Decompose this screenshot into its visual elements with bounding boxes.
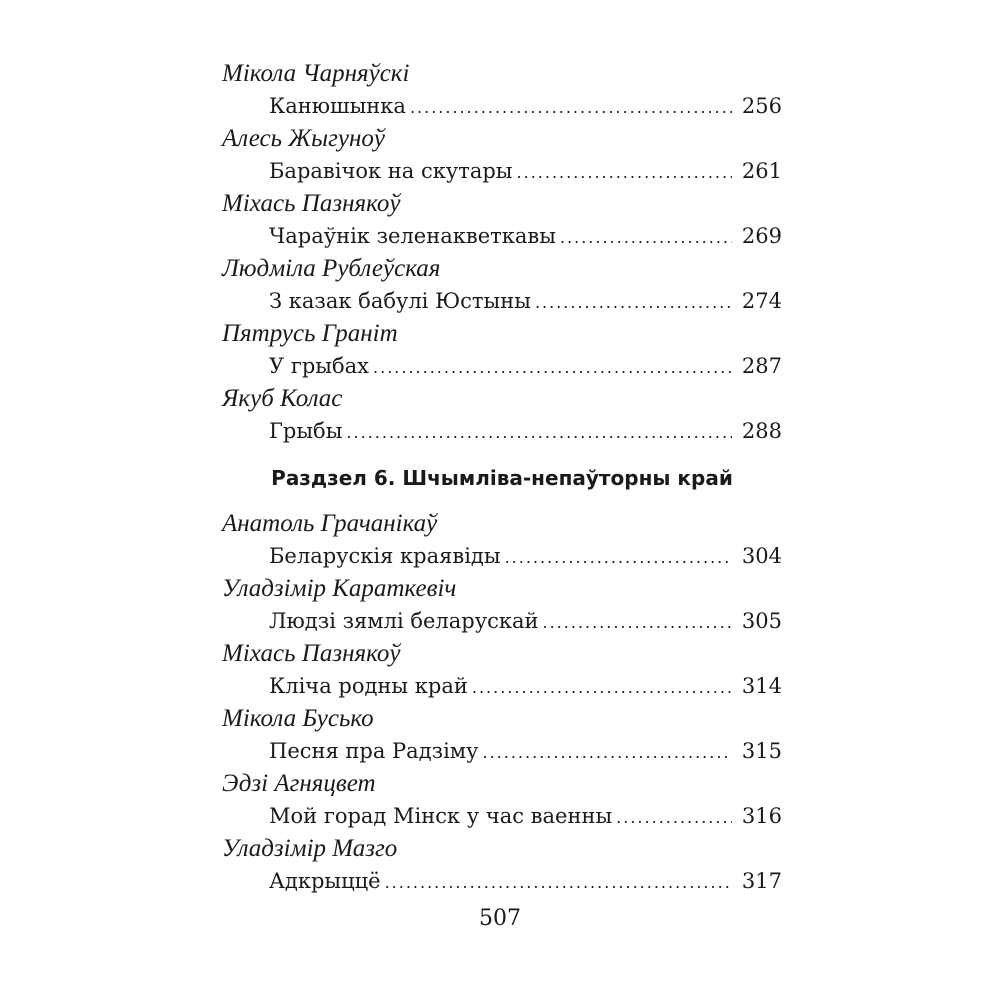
dot-leader (616, 801, 732, 834)
dot-leader (535, 286, 732, 319)
entry-title: З казак бабулі Юстыны (269, 289, 531, 313)
entry-page-number: 287 (741, 354, 782, 378)
entry-author: Уладзімір Караткевіч (222, 575, 457, 602)
entry-title: Чараўнік зеленакветкавы (269, 224, 556, 248)
entry-title: Кліча родны край (269, 674, 468, 698)
dot-leader (385, 866, 732, 899)
entry-line (269, 415, 782, 448)
entry-page-number: 316 (741, 804, 782, 828)
toc-entry (222, 768, 782, 833)
toc-entry (222, 58, 782, 123)
entry-page-number: 256 (741, 94, 782, 118)
entry-title: Баравічок на скутары (269, 159, 513, 183)
entry-author: Міхась Пазнякоў (222, 190, 401, 217)
entry-line (269, 605, 782, 638)
toc-entry (222, 383, 782, 448)
entry-author: Пятрусь Граніт (222, 320, 398, 347)
entry-page-number: 315 (741, 739, 782, 763)
entry-page-number: 269 (741, 224, 782, 248)
toc-entry (222, 318, 782, 383)
entry-line (269, 220, 782, 253)
entry-page-number: 314 (741, 674, 782, 698)
toc-entry (222, 188, 782, 253)
entry-title: У грыбах (269, 354, 370, 378)
entry-page-number: 274 (741, 289, 782, 313)
entry-author: Людміла Рублеўская (222, 255, 441, 282)
entry-line (269, 155, 782, 188)
toc-entry (222, 508, 782, 573)
toc-entry (222, 573, 782, 638)
dot-leader (505, 541, 732, 574)
toc-entry (222, 833, 782, 898)
entry-author: Міхась Пазнякоў (222, 640, 401, 667)
toc-entry (222, 703, 782, 768)
entry-line (269, 800, 782, 833)
entry-title: Грыбы (269, 419, 343, 443)
entry-page-number: 305 (741, 609, 782, 633)
dot-leader (560, 221, 732, 254)
toc-entry (222, 123, 782, 188)
dot-leader (472, 671, 732, 704)
entry-author: Мікола Чарняўскі (222, 60, 410, 87)
dot-leader (410, 91, 732, 124)
toc-entry (222, 638, 782, 703)
entry-page-number: 304 (741, 544, 782, 568)
entry-line (269, 670, 782, 703)
entry-author: Мікола Бусько (222, 705, 374, 732)
section-heading: Раздзел 6. Шчымліва-непаўторны край (271, 466, 733, 490)
entry-line (269, 90, 782, 123)
dot-leader (483, 736, 732, 769)
page-number: 507 (479, 906, 521, 931)
entry-author: Эдзі Агняцвет (222, 770, 376, 797)
entry-author: Якуб Колас (222, 385, 343, 412)
entry-author: Анатоль Грачанікаў (222, 510, 438, 537)
entry-line (269, 285, 782, 318)
toc-entry (222, 253, 782, 318)
entry-title: Мой горад Мінск у час ваенны (269, 804, 613, 828)
entry-page-number: 288 (741, 419, 782, 443)
table-of-contents (222, 58, 782, 898)
entry-line (269, 865, 782, 898)
entry-line (269, 735, 782, 768)
dot-leader (346, 416, 731, 449)
dot-leader (542, 606, 731, 639)
entry-author: Уладзімір Мазго (222, 835, 398, 862)
entry-title: Адкрыццё (269, 869, 381, 893)
entry-title: Беларускія краявіды (269, 544, 501, 568)
entry-title: Канюшынка (269, 94, 406, 118)
entry-page-number: 317 (741, 869, 782, 893)
dot-leader (517, 156, 732, 189)
entry-title: Людзі зямлі беларускай (269, 609, 539, 633)
dot-leader (373, 351, 732, 384)
entry-title: Песня пра Радзіму (269, 739, 479, 763)
entry-line (269, 350, 782, 383)
entry-author: Алесь Жыгуноў (222, 125, 385, 152)
entry-line (269, 540, 782, 573)
entry-page-number: 261 (741, 159, 782, 183)
